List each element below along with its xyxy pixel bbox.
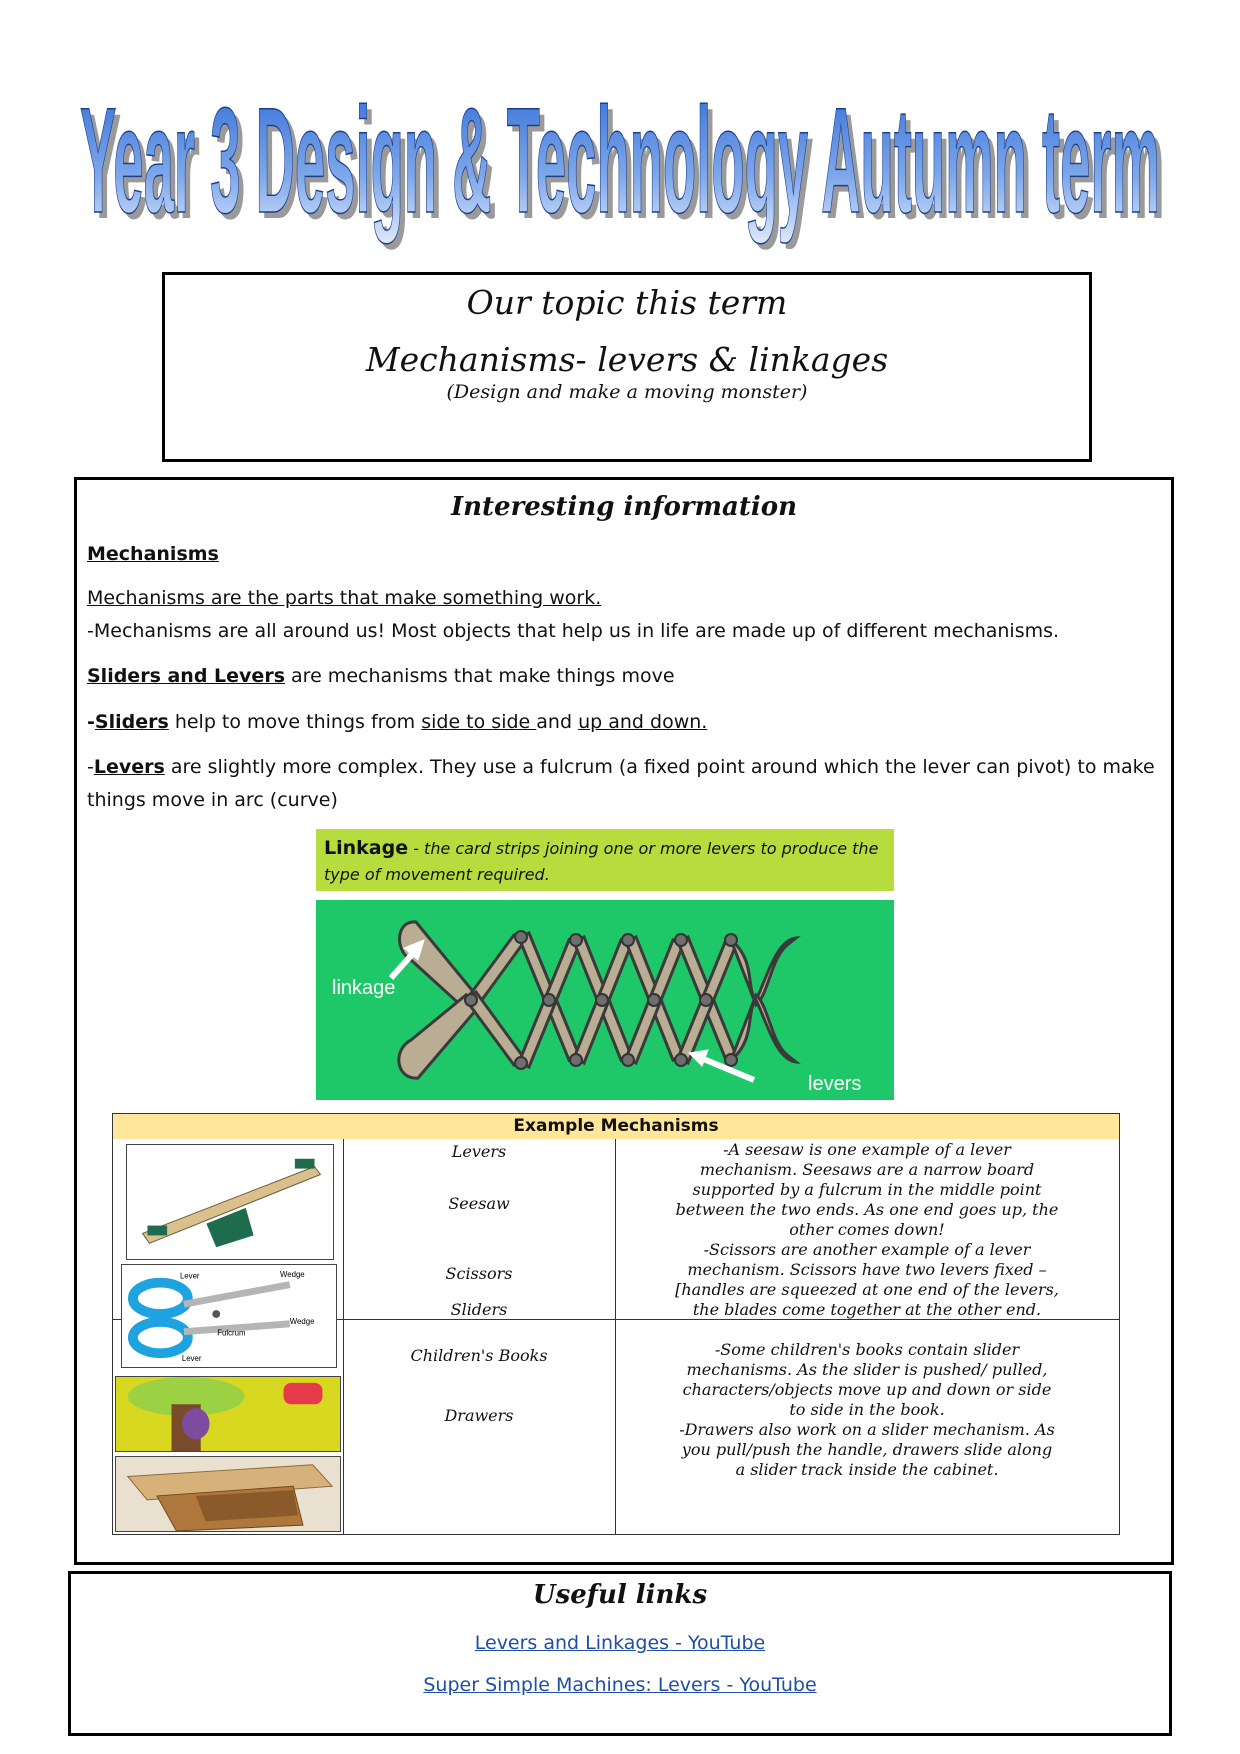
- info-heading: Interesting information: [450, 492, 797, 522]
- sliders-text: help to move things from: [168, 711, 422, 733]
- topic-box: [162, 272, 1092, 462]
- scissors-wedge-label: Wedge: [280, 1269, 305, 1279]
- sliders-updown: up and down.: [578, 711, 708, 733]
- info-line2: -Mechanisms are all around us! Most objects that help us in life are made up of different mechanisms.: [87, 620, 1060, 642]
- sliders-description: -Some children's books contain slider mechanisms. As the slider is pushed/ pulled, characters/objects move up and down or side to side in the book. -Drawers also work on a slider mechanism. As you pull/push the handle, drawers slide along a slider track inside the cabinet.: [679, 1340, 1055, 1479]
- levers-description: -A seesaw is one example of a lever mechanism. Seesaws are a narrow board supported by a fulcrum in the middle point between the two ends. As one end goes up, the other comes down! -Scissors are another example of a lever mechanism. Scissors have two levers fixed – [handles are squeezed at one end of the levers, the blades come together at the other end.: [675, 1140, 1059, 1319]
- levers-line: [87, 751, 1162, 817]
- levers-prefix: -: [87, 756, 94, 778]
- svg-text:Year 3 Design & Technology Aut: Year 3 Design & Technology Autumn term: [80, 76, 1160, 244]
- seesaw-image: [126, 1144, 334, 1260]
- drawers-image: [115, 1456, 341, 1532]
- sliders-line: [87, 706, 707, 739]
- scissors-fulcrum-label: Fulcrum: [217, 1328, 246, 1338]
- info-line1: Mechanisms are the parts that make something work.: [87, 587, 602, 609]
- svg-text:Year 3 Design & Technology Aut: Year 3 Design & Technology Autumn term: [85, 82, 1165, 250]
- linkage-definition: - the card strips joining one or more levers to produce the type of movement required.: [324, 839, 879, 884]
- levers-label: levers: [808, 1073, 862, 1095]
- links-heading: Useful links: [532, 1580, 708, 1610]
- sliders-and: and: [536, 711, 579, 733]
- linkage-term: Linkage: [324, 837, 409, 859]
- sliders-levers-text: are mechanisms that make things move: [285, 665, 675, 687]
- levers-heading: Levers: [451, 1142, 507, 1161]
- topic-name: Mechanisms- levers & linkages: [365, 340, 889, 379]
- link-super-simple-machines[interactable]: Super Simple Machines: Levers - YouTube: [423, 1674, 817, 1696]
- linkage-label: linkage: [332, 977, 396, 999]
- sliders-levers-term: Sliders and Levers: [87, 665, 285, 687]
- scissors-lever-label-2: Lever: [181, 1354, 202, 1364]
- section-label: Mechanisms: [87, 543, 219, 565]
- scissors-wedge-label-2: Wedge: [289, 1316, 315, 1326]
- levers-text: are slightly more complex. They use a fulcrum (a fixed point around which the lever can pivot) to make things move in arc (curve): [87, 756, 1155, 811]
- drawers-label: Drawers: [444, 1406, 514, 1425]
- useful-links-box: [68, 1571, 1172, 1736]
- scissors-label: Scissors: [445, 1264, 513, 1283]
- table-header: Example Mechanisms: [113, 1114, 1119, 1139]
- childrens-books-label: Children's Books: [410, 1346, 548, 1365]
- scissors-lever-label: Lever: [179, 1271, 200, 1281]
- linkage-illustration: [316, 900, 894, 1100]
- linkage-caption: [316, 829, 894, 891]
- lazy-tongs-graphic: [316, 900, 894, 1100]
- page-title: [70, 60, 1170, 260]
- link-levers-linkages[interactable]: Levers and Linkages - YouTube: [474, 1632, 766, 1654]
- sliders-heading: Sliders: [450, 1300, 508, 1319]
- seesaw-label: Seesaw: [448, 1194, 510, 1213]
- sliders-side: side to side: [421, 711, 537, 733]
- childrens-book-image: [115, 1376, 341, 1452]
- levers-term: Levers: [93, 756, 165, 778]
- example-mechanisms-table: [112, 1113, 1120, 1535]
- sliders-term: Sliders: [94, 711, 169, 733]
- sliders-prefix: -: [87, 711, 95, 733]
- sliders-levers-line: [87, 660, 675, 693]
- topic-heading: Our topic this term: [466, 283, 788, 322]
- scissors-image: [121, 1264, 337, 1368]
- topic-subtitle: (Design and make a moving monster): [446, 381, 808, 403]
